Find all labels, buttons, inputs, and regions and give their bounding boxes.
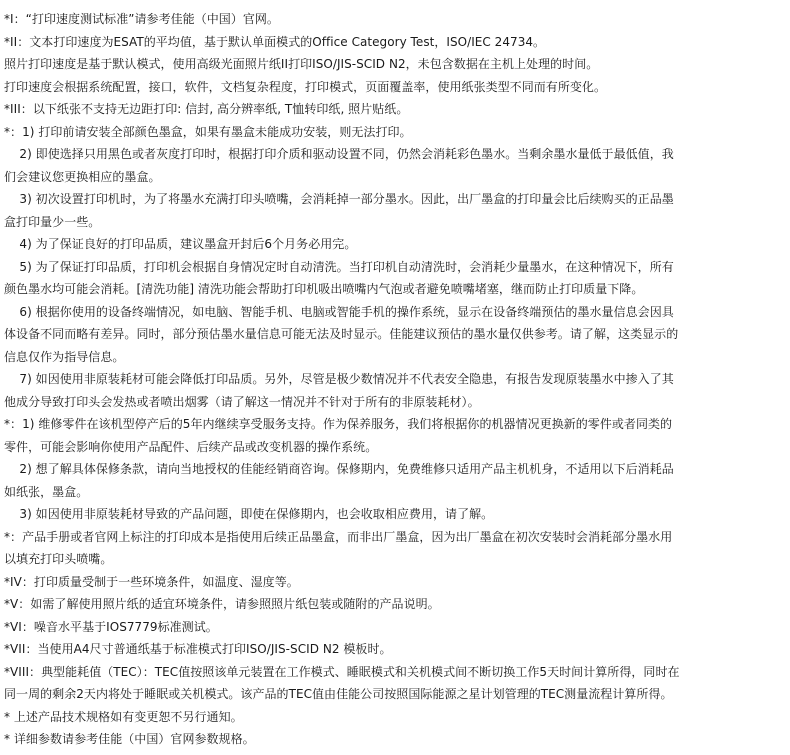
footnote-line: *IV：打印质量受制于一些环境条件，如温度、湿度等。	[4, 574, 299, 589]
footnote-line: 4) 为了保证良好的打印品质，建议墨盒开封后6个月务必用完。	[4, 237, 357, 251]
footnote-line: *VIII：典型能耗值（TEC）：TEC值按照该单元装置在工作模式、睡眠模式和关机模式间不断切换工作5天时间计算所得，同时在	[4, 664, 680, 679]
footnote-line: 3) 如因使用非原装耗材导致的产品问题，即使在保修期内，也会收取相应费用，请了解。	[4, 507, 494, 521]
footnote-line: *：产品手册或者官网上标注的打印成本是指使用后续正品墨盒，而非出厂墨盒，因为出厂墨盒在初次安装时会消耗部分墨水用	[4, 529, 673, 544]
footnote-line: *：1) 打印前请安装全部颜色墨盒，如果有墨盒未能成功安装，则无法打印。	[4, 124, 412, 139]
footnote-line: 6) 根据你使用的设备终端情况，如电脑、智能手机、电脑或智能手机的操作系统，显示在设备终端预估的墨水量信息会因具	[4, 304, 674, 319]
footnote-line: 们会建议您更换相应的墨盒。	[4, 169, 161, 184]
footnote-line: 体设备不同而略有差异。同时，部分预估墨水量信息可能无法及时显示。佳能建议预估的墨水量仅供参考。请了解，这类显示的	[4, 327, 679, 341]
footnote-line: 他成分导致打印头会发热或者喷出烟雾（请了解这一情况并不针对于所有的非原装耗材）。	[4, 394, 480, 409]
footnote-line: 3) 初次设置打印机时，为了将墨水充满打印头喷嘴，会消耗掉一部分墨水。因此，出厂墨盒的打印量会比后续购买的正品墨	[4, 192, 674, 206]
footnote-line: 2) 想了解具体保修条款，请向当地授权的佳能经销商咨询。保修期内，免费维修只适用产品主机机身，不适用以下后消耗品	[4, 462, 674, 476]
footnote-line: 照片打印速度是基于默认模式，使用高级光面照片纸II打印ISO/JIS-SCID N2，未包含数据在主机上处理的时间。	[4, 57, 599, 71]
footnote-line: *II：文本打印速度为ESAT的平均值，基于默认单面模式的Office Category Test，ISO/IEC 24734。	[4, 34, 546, 49]
footnote-line: 如纸张，墨盒。	[4, 484, 89, 499]
footnotes-block	[4, 8, 786, 751]
footnote-line: 信息仅作为指导信息。	[4, 349, 125, 364]
footnote-line: 5) 为了保证打印品质，打印机会根据自身情况定时自动清洗。当打印机自动清洗时，会消耗少量墨水，在这种情况下，所有	[4, 259, 674, 274]
footnote-line: 打印速度会根据系统配置，接口，软件，文档复杂程度，打印模式，页面覆盖率，使用纸张类型不同而有所变化。	[4, 79, 607, 94]
footnote-line: *：1) 维修零件在该机型停产后的5年内继续享受服务支持。作为保养服务，我们将根据你的机器情况更换新的零件或者同类的	[4, 417, 673, 431]
footnote-line: *III：以下纸张不支持无边距打印: 信封, 高分辨率纸, T恤转印纸, 照片贴纸。	[4, 102, 409, 116]
footnote-line: * 上述产品技术规格如有变更恕不另行通知。	[4, 709, 243, 724]
footnote-line: *I：“打印速度测试标准”请参考佳能（中国）官网。	[4, 12, 279, 26]
footnote-line: 颜色墨水均可能会消耗。[清洗功能] 清洗功能会帮助打印机吸出喷嘴内气泡或者避免喷嘴堵塞，继而防止打印质量下降。	[4, 282, 644, 296]
footnote-line: 以填充打印头喷嘴。	[4, 552, 113, 566]
footnote-line: 2) 即使选择只用黑色或者灰度打印时，根据打印介质和驱动设置不同，仍然会消耗彩色墨水。当剩余墨水量低于最低值，我	[4, 147, 674, 161]
footnote-line: *VI：噪音水平基于IOS7779标准测试。	[4, 619, 218, 634]
footnote-line: *VII：当使用A4尺寸普通纸基于标准模式打印ISO/JIS-SCID N2 模板时。	[4, 642, 392, 656]
footnote-line: 盒打印量少一些。	[4, 214, 101, 229]
footnote-line: 同一周的剩余2天内将处于睡眠或关机模式。该产品的TEC值由佳能公司按照国际能源之星计划管理的TEC测量流程计算所得。	[4, 687, 673, 701]
footnote-line: 零件，可能会影响你使用产品配件、后续产品或改变机器的操作系统。	[4, 439, 378, 454]
footnote-line: 7) 如因使用非原装耗材可能会降低打印品质。另外，尽管是极少数情况并不代表安全隐患，有报告发现原装墨水中掺入了其	[4, 372, 674, 386]
footnote-line: * 详细参数请参考佳能（中国）官网参数规格。	[4, 732, 255, 746]
footnote-line: *V：如需了解使用照片纸的适宜环境条件，请参照照片纸包装或随附的产品说明。	[4, 597, 440, 611]
